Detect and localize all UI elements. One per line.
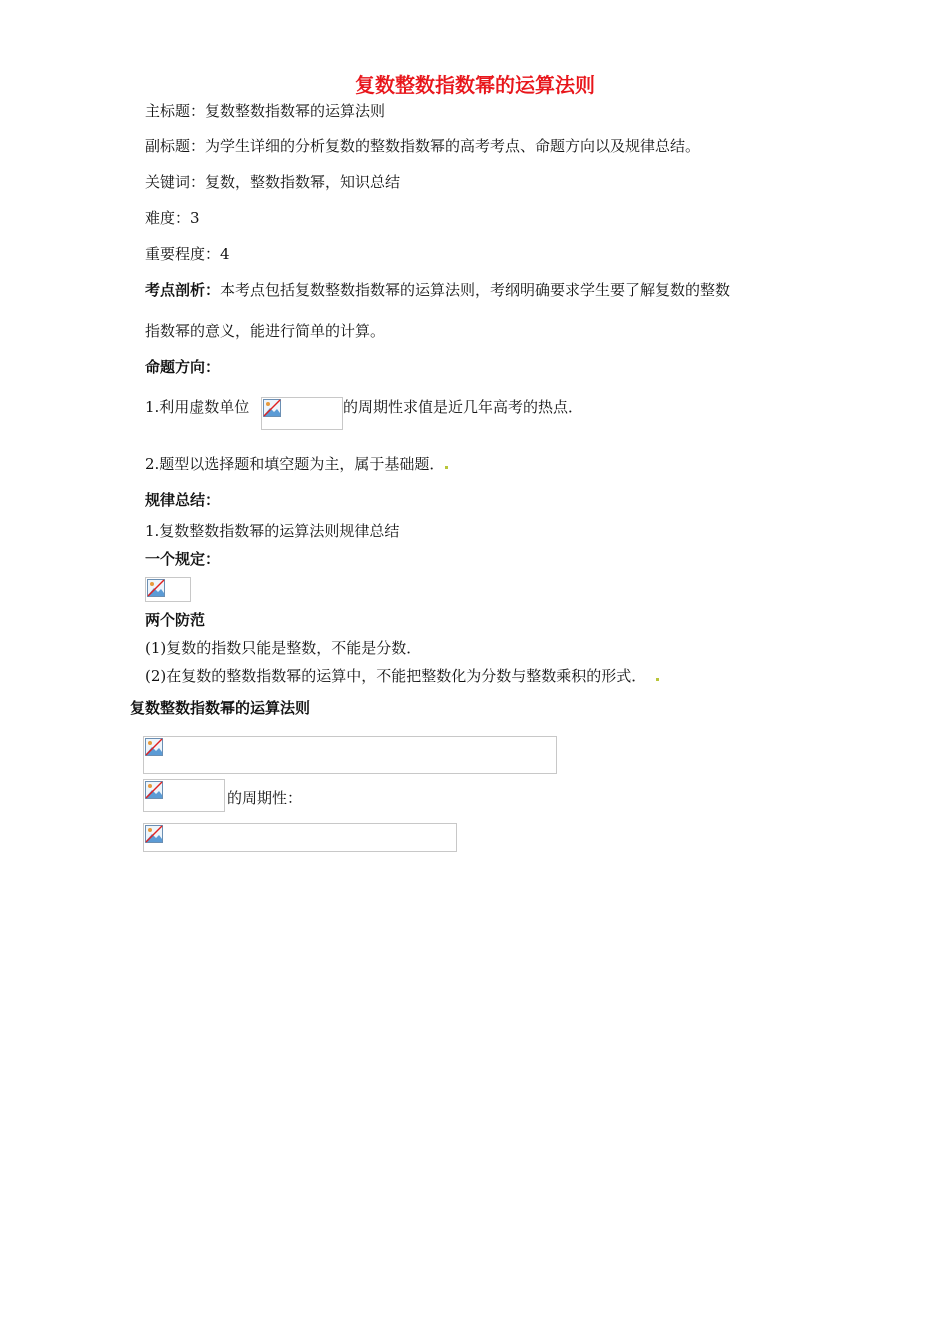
edit-marker xyxy=(656,678,659,681)
broken-image-icon xyxy=(145,738,163,756)
broken-image-icon xyxy=(147,579,165,597)
section-heading: 复数整数指数幂的运算法则 xyxy=(130,699,311,717)
page-title: 复数整数指数幂的运算法则 xyxy=(355,73,595,97)
guard-item-2 xyxy=(145,666,660,686)
formula-image-rules xyxy=(143,736,557,774)
summary-item-1: 1.复数整数指数幂的运算法则规律总结 xyxy=(145,522,400,540)
summary-label: 规律总结： xyxy=(145,491,221,509)
analysis-line-1 xyxy=(145,280,730,300)
direction-item-1a: 1.利用虚数单位 xyxy=(145,398,250,416)
direction-item-2-text: 2.题型以选择题和填空题为主，属于基础题． xyxy=(145,455,445,473)
periodicity-text: 的周期性： xyxy=(227,789,303,807)
direction-item-2 xyxy=(145,454,449,474)
formula-image-i xyxy=(261,397,343,430)
guard-item-2-text: (2)在复数的整数指数幂的运算中，不能把整数化为分数与整数乘积的形式． xyxy=(145,667,647,685)
difficulty-line: 难度：3 xyxy=(145,209,200,227)
broken-image-icon xyxy=(263,399,281,417)
rule-label: 一个规定： xyxy=(145,550,221,568)
guard-item-1: (1)复数的指数只能是整数，不能是分数． xyxy=(145,639,422,657)
keywords-line: 关键词：复数，整数指数幂，知识总结 xyxy=(145,173,401,191)
subtitle-line: 副标题：为学生详细的分析复数的整数指数幂的高考考点、命题方向以及规律总结。 xyxy=(145,137,701,155)
broken-image-icon xyxy=(145,781,163,799)
edit-marker xyxy=(445,466,448,469)
broken-image-icon xyxy=(145,825,163,843)
analysis-text: 本考点包括复数整数指数幂的运算法则，考纲明确要求学生要了解复数的整数 xyxy=(220,281,731,299)
main-title-line: 主标题：复数整数指数幂的运算法则 xyxy=(145,102,386,120)
guard-label: 两个防范 xyxy=(145,611,206,629)
formula-image-rule xyxy=(145,577,191,602)
analysis-line-2: 指数幂的意义，能进行简单的计算。 xyxy=(145,322,386,340)
analysis-label: 考点剖析： xyxy=(145,281,221,299)
formula-image-i-power xyxy=(143,779,225,812)
importance-line: 重要程度：4 xyxy=(145,245,230,263)
direction-item-1b: 的周期性求值是近几年高考的热点． xyxy=(343,398,584,416)
formula-image-periodicity xyxy=(143,823,457,852)
direction-label: 命题方向： xyxy=(145,358,221,376)
